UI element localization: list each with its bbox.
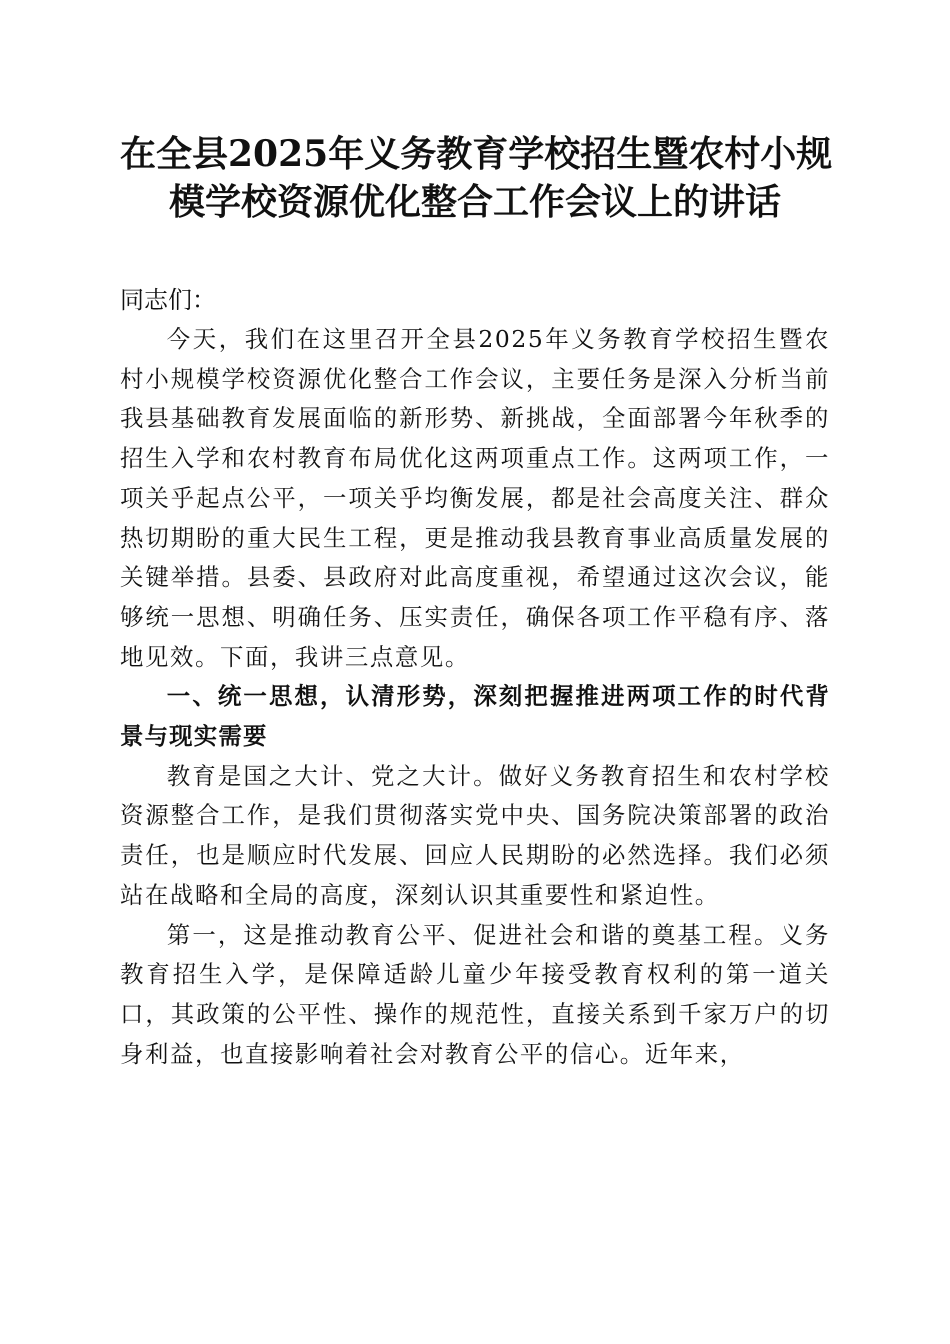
document-title-line-1: 在全县2025年义务教育学校招生暨农村小规 [120, 133, 833, 175]
section-1-paragraph-2: 第一，这是推动教育公平、促进社会和谐的奠基工程。义务教育招生入学，是保障适龄儿童少年接受教育权利的第一道关口，其政策的公平性、操作的规范性，直接关系到千家万户的切身利益，也直接影响着社会对教育公平的信心。近年来， [120, 920, 830, 1068]
salutation: 同志们： [120, 286, 216, 314]
opening-paragraph: 今天，我们在这里召开全县2025年义务教育学校招生暨农村小规模学校资源优化整合工作会议，主要任务是深入分析当前我县基础教育发展面临的新形势、新挑战，全面部署今年秋季的招生入学和农村教育布局优化这两项重点工作。这两项工作，一项关乎起点公平，一项关乎均衡发展，都是社会高度关注、群众热切期盼的重大民生工程，更是推动我县教育事业高质量发展的关键举措。县委、县政府对此高度重视，希望通过这次会议，能够统一思想、明确任务、压实责任，确保各项工作平稳有序、落地见效。下面，我讲三点意见。 [120, 325, 830, 671]
document-title [120, 130, 833, 226]
section-1-heading: 一、统一思想，认清形势，深刻把握推进两项工作的时代背景与现实需要 [120, 682, 830, 751]
document-title-line-2: 模学校资源优化整合工作会议上的讲话 [168, 181, 781, 223]
section-1-paragraph-1: 教育是国之大计、党之大计。做好义务教育招生和农村学校资源整合工作，是我们贯彻落实党中央、国务院决策部署的政治责任，也是顺应时代发展、回应人民期盼的必然选择。我们必须站在战略和全局的高度，深刻认识其重要性和紧迫性。 [120, 761, 830, 909]
document-page [120, 130, 833, 1074]
